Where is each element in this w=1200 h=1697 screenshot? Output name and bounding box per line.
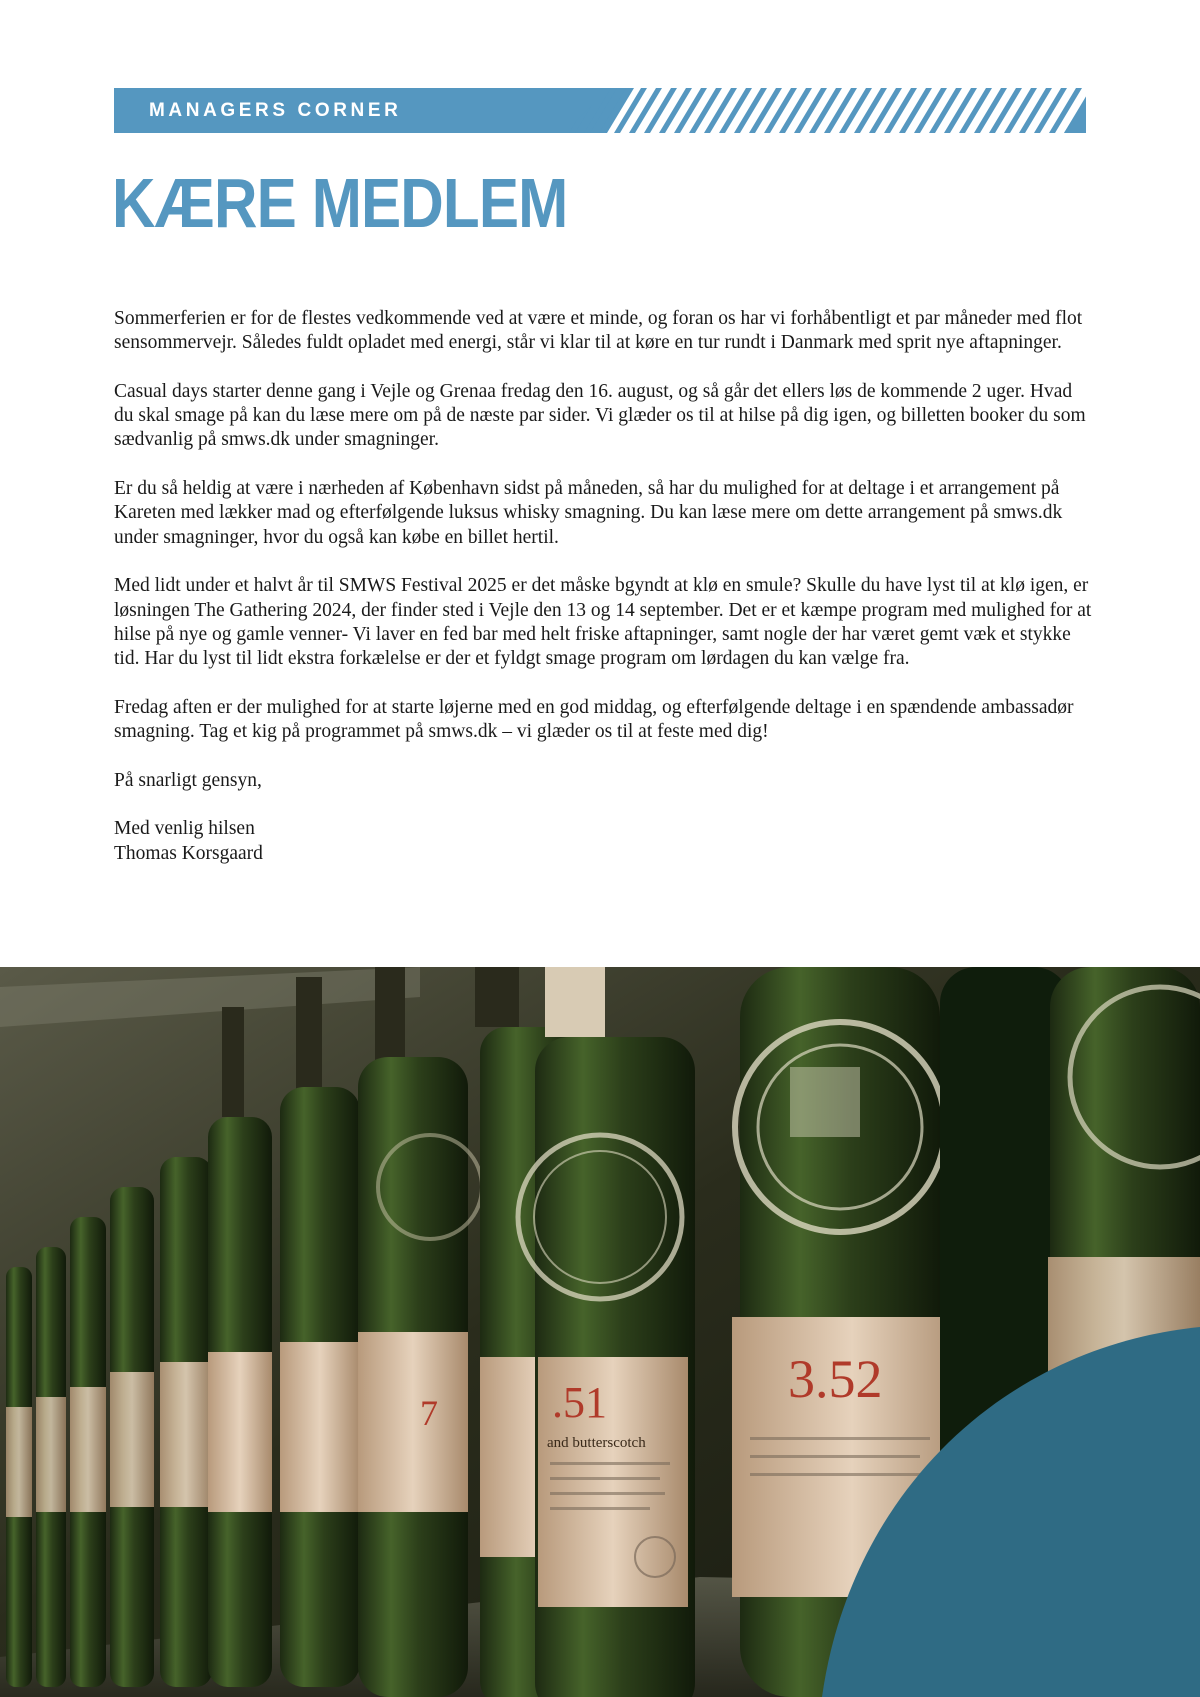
banner-hatch-stripe: [1034, 88, 1067, 133]
banner-hatch-stripe: [824, 88, 857, 133]
section-banner: [114, 88, 1086, 133]
label-flavour: and butterscotch: [547, 1435, 646, 1451]
banner-hatch-stripe: [779, 88, 812, 133]
closing: [114, 817, 1094, 866]
closing-line: Med venlig hilsen: [114, 818, 255, 840]
label-number: 3.52: [788, 1349, 883, 1409]
banner-hatch-stripe: [959, 88, 992, 133]
banner-hatch-stripe: [749, 88, 782, 133]
banner-hatch-stripe: [689, 88, 722, 133]
banner-hatch-stripe: [899, 88, 932, 133]
paragraph: Fredag aften er der mulighed for at starte løjerne med en god middag, og efterfølgende deltage i en spændende ambassadør smagning. Tag et kig på programmet på smws.dk – vi glæder os til at feste med dig!: [114, 696, 1074, 743]
signature: Thomas Korsgaard: [114, 842, 263, 864]
banner-hatch-stripe: [884, 88, 917, 133]
banner-hatch-stripe: [794, 88, 827, 133]
label-number: 7: [420, 1393, 438, 1433]
banner-hatch-stripe: [929, 88, 962, 133]
banner-hatch-stripe: [734, 88, 767, 133]
bottles-illustration: [0, 967, 1200, 1697]
banner-hatch-stripe: [854, 88, 887, 133]
banner-hatch-stripe: [659, 88, 692, 133]
banner-hatch-stripe: [914, 88, 947, 133]
page-title: KÆRE MEDLEM: [112, 164, 568, 242]
banner-hatch-stripe: [809, 88, 842, 133]
paragraph: Med lidt under et halvt år til SMWS Festival 2025 er det måske bgyndt at klø en smule? Skulle du have lyst til at klø igen, er løsningen The Gathering 2024, der finder sted i Vejle den 13 og 14 september. Det er et kæmpe program med mulighed for at hilse på nye og gamle venner- Vi laver en fed bar med helt friske aftapninger, samt nogle der har været gemt væk et stykke tid. Har du lyst til lidt ekstra forkælelse er der et fyldgt smage program om lørdagen du kan vælge fra.: [114, 575, 1092, 670]
banner-hatch-stripe: [629, 88, 662, 133]
banner-hatch-stripe: [1004, 88, 1037, 133]
paragraph: Sommerferien er for de flestes vedkommende ved at være et minde, og foran os har vi forhåbentligt et par måneder med flot sensommervejr. Således fuldt opladet med energi, står vi klar til at køre en tur rundt i Danmark med sprit nye aftapninger.: [114, 308, 1083, 354]
banner-label: MANAGERS CORNER: [149, 100, 402, 121]
banner-hatch-stripe: [989, 88, 1022, 133]
paragraph: Casual days starter denne gang i Vejle og Grenaa fredag den 16. august, og så går det ellers løs de kommende 2 uger. Hvad du skal smage på kan du læse mere om på de næste par sider. Vi glæder os til at hilse på dig igen, og billetten booker du som sædvanlig på smws.dk under smagninger.: [114, 380, 1086, 451]
banner-hatch-stripe: [704, 88, 737, 133]
banner-hatch-stripe: [644, 88, 677, 133]
banner-hatch-stripe: [869, 88, 902, 133]
banner-hatch-stripe: [1019, 88, 1052, 133]
letter-body: [114, 307, 1094, 866]
banner-hatch-stripe: [719, 88, 752, 133]
paragraph: Er du så heldig at være i nærheden af København sidst på måneden, så har du mulighed for at deltage i et arrangement på Kareten med lækker mad og efterfølgende luksus whisky smagning. Du kan læse mere om dette arrangement på smws.dk under smagninger, hvor du også kan købe en billet hertil.: [114, 478, 1063, 548]
label-number: .51: [552, 1378, 607, 1427]
banner-hatch-stripe: [944, 88, 977, 133]
banner-hatch-stripe: [839, 88, 872, 133]
greeting: På snarligt gensyn,: [114, 769, 262, 791]
banner-hatch-stripe: [764, 88, 797, 133]
banner-hatch-stripe: [974, 88, 1007, 133]
whisky-bottles-photo: [0, 967, 1200, 1697]
banner-hatch-stripe: [674, 88, 707, 133]
